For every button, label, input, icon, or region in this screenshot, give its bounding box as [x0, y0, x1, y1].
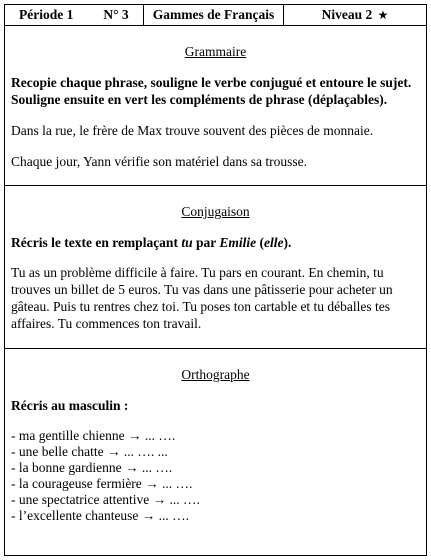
- header-periode-cell: [5, 5, 144, 25]
- header-gammes-cell: [144, 5, 284, 25]
- conjugaison-text: Tu as un problème difficile à faire. Tu pars en courant. En chemin, tu trouves un billet de 5 euros. Tu vas dans une pâtisserie pour acheter un gâteau. Puis tu rentres chez toi. Tu poses ton cartable et tu déballes tes affaires. Tu commences ton travail.: [11, 265, 393, 331]
- periode-label: Période 1: [19, 7, 74, 22]
- instr-emilie: Emilie: [219, 235, 257, 250]
- conjugaison-instruction: [11, 234, 420, 251]
- instr-par: par: [192, 235, 220, 250]
- header-row: [5, 5, 426, 26]
- grammaire-title: Grammaire: [184, 44, 247, 59]
- niveau-label: Niveau 2: [321, 7, 373, 22]
- list-item: - l’excellente chanteuse → ... ….: [11, 508, 190, 523]
- star-icon: ★: [377, 8, 389, 22]
- orthographe-list: [11, 428, 420, 524]
- grammaire-instruction: Recopie chaque phrase, souligne le verbe conjugué et entoure le sujet. Souligne ensuite en vert les compléments de phrase (déplaçables).: [11, 75, 412, 107]
- orthographe-section: [5, 349, 426, 556]
- worksheet: [4, 4, 427, 556]
- numero-label: N° 3: [103, 7, 129, 22]
- list-item: - une spectatrice attentive → ... ….: [11, 492, 200, 507]
- instr-close: ).: [283, 235, 292, 250]
- grammaire-section: [5, 26, 426, 186]
- conjugaison-title: Conjugaison: [181, 204, 250, 219]
- instr-elle: elle: [263, 235, 284, 250]
- list-item: - ma gentille chienne → ... ….: [11, 428, 176, 443]
- list-item: - la courageuse fermière → ... ….: [11, 476, 193, 491]
- grammaire-sentence-1: Dans la rue, le frère de Max trouve souvent des pièces de monnaie.: [11, 123, 374, 138]
- orthographe-title: Orthographe: [181, 367, 250, 382]
- gammes-label: Gammes de Français: [152, 7, 275, 22]
- instr-open: (: [256, 235, 264, 250]
- list-item: - une belle chatte → ... …. ...: [11, 444, 168, 459]
- instr-tu: tu: [181, 235, 193, 250]
- list-item: - la bonne gardienne → ... ….: [11, 460, 173, 475]
- grammaire-sentence-2: Chaque jour, Yann vérifie son matériel dans sa trousse.: [11, 154, 308, 169]
- orthographe-instruction: Récris au masculin :: [11, 398, 129, 413]
- header-niveau-cell: [284, 5, 426, 25]
- instr-part-1: Récris le texte en remplaçant: [11, 235, 182, 250]
- conjugaison-section: [5, 186, 426, 349]
